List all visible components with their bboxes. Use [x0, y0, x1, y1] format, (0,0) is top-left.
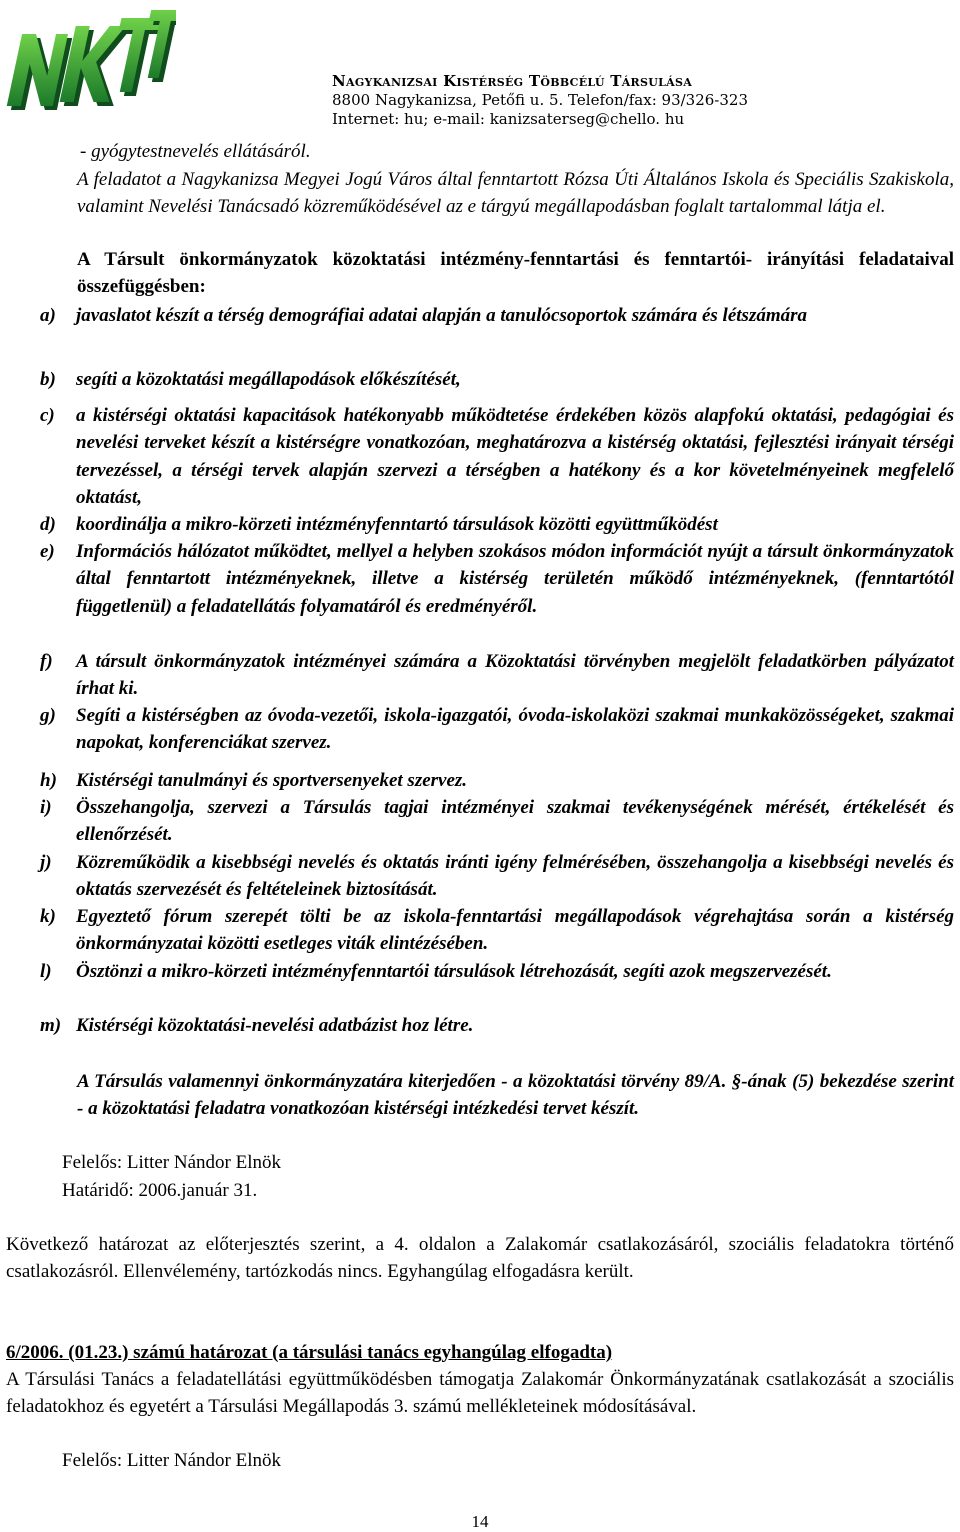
resolution-body: A Társulási Tanács a feladatellátási együttműködésben támogatja Zalakomár Önkormányzatának csatlakozását a szociális feladatokhoz és egyetért a Társulási Megállapodás 3. számú mellékleteinek módosításával. — [6, 1369, 954, 1417]
list-item: l) Ösztönzi a mikro-körzeti intézményfenntartói társulások létrehozását, segíti azok megszervezését. — [40, 961, 832, 982]
resolution-title: 6/2006. (01.23.) számú határozat (a társulási tanács egyhangúlag elfogadta) — [6, 1342, 613, 1363]
org-name: Nagykanizsai Kistérség Többcélú Társulása — [332, 72, 693, 90]
bullet-line: - gyógytestnevelés ellátásáról. — [80, 141, 311, 162]
page-number: 14 — [471, 1512, 489, 1531]
responsible-line: Felelős: Litter Nándor Elnök — [62, 1152, 281, 1173]
list-item: e) Információs hálózatot működtet, mellyel a helyben szokásos módon információt nyújt a társult önkormányzatok által fenntartott intézményeknek, illetve a kistérség területén működő intézményeknek, (fenntartótól függetlenül) a feladatellátás folyamatáról és eredményéről. — [40, 541, 954, 617]
list-item: j) Közreműködik a kisebbségi nevelés és oktatás iránti igény felmérésében, összehangolja a kisebbségi nevelés és oktatás szervezését és feltételeinek biztosítását. — [40, 852, 954, 901]
list-item: h) Kistérségi tanulmányi és sportversenyeket szervez. — [40, 770, 468, 791]
org-contact: Internet: hu; e-mail: kanizsaterseg@chello. hu — [332, 110, 685, 128]
list-item: a) javaslatot készít a térség demográfiai adatai alapján a tanulócsoportok számára és létszámára — [40, 305, 808, 326]
next-text-paragraph: Következő határozat az előterjesztés szerint, a 4. oldalon a Zalakomár csatlakozásáról, szociális feladatokra történő csatlakozásról. Ellenvélemény, tartózkodás nincs. Egyhangúlag elfogadásra került. — [6, 1234, 954, 1282]
section-lead: A Társult önkormányzatok közoktatási intézmény-fenntartási és fenntartói- irányítási feladataival összefüggésben: — [77, 249, 954, 297]
resolution-responsible: Felelős: Litter Nándor Elnök — [62, 1450, 281, 1471]
list-item: f) A társult önkormányzatok intézményei számára a Közoktatási törvényben megjelölt feladatkörben pályázatot írhat ki. — [40, 651, 954, 700]
list-item: d) koordinálja a mikro-körzeti intézményfenntartó társulások közötti együttműködést — [40, 514, 718, 535]
letterhead — [332, 72, 802, 129]
org-address: 8800 Nagykanizsa, Petőfi u. 5. Telefon/fax: 93/326-323 — [332, 91, 748, 109]
list-item: i) Összehangolja, szervezi a Társulás tagjai intézményei szakmai tevékenységének mérését, értékelését és ellenőrzését. — [40, 797, 954, 846]
list-item: k) Egyeztető fórum szerepét tölti be az iskola-fenntartási megállapodások végrehajtása során a kistérség önkormányzatai közötti esetleges viták elintézésében. — [40, 906, 954, 955]
nktt-logo — [6, 6, 176, 114]
list-item: m) Kistérségi közoktatási-nevelési adatbázist hoz létre. — [40, 1015, 474, 1036]
deadline-line: Határidő: 2006.január 31. — [62, 1180, 258, 1201]
list-item: c) a kistérségi oktatási kapacitások hatékonyabb működtetése érdekében közös alapfokú oktatási, pedagógiai és nevelési terveket készít a kistérségre vonatkozóan, meghatározva a kistérség oktatási, fejlesztési irányait térségi tervezéssel, a térségi tervek alapján szervezi a térségben a hatékony és a kor követelményeinek megfelelő oktatást, — [40, 405, 954, 508]
closing-paragraph: A Társulás valamennyi önkormányzatára kiterjedően - a közoktatási törvény 89/A. §-ának (5) bekezdése szerint - a közoktatási feladatra vonatkozóan kistérségi intézkedési tervet készít. — [77, 1071, 954, 1119]
list-item: g) Segíti a kistérségben az óvoda-vezetői, iskola-igazgatói, óvoda-iskolaközi szakmai munkaközösségeket, szakmai napokat, konferenciákat szervez. — [40, 705, 954, 754]
list-item: b) segíti a közoktatási megállapodások előkészítését, — [40, 369, 461, 390]
intro-paragraph: A feladatot a Nagykanizsa Megyei Jogú Város által fenntartott Rózsa Úti Általános Iskola és Speciális Szakiskola, valamint Nevelési Tanácsadó közreműködésével az e tárgyú megállapodásban foglalt tartalommal látja el. — [77, 169, 954, 217]
